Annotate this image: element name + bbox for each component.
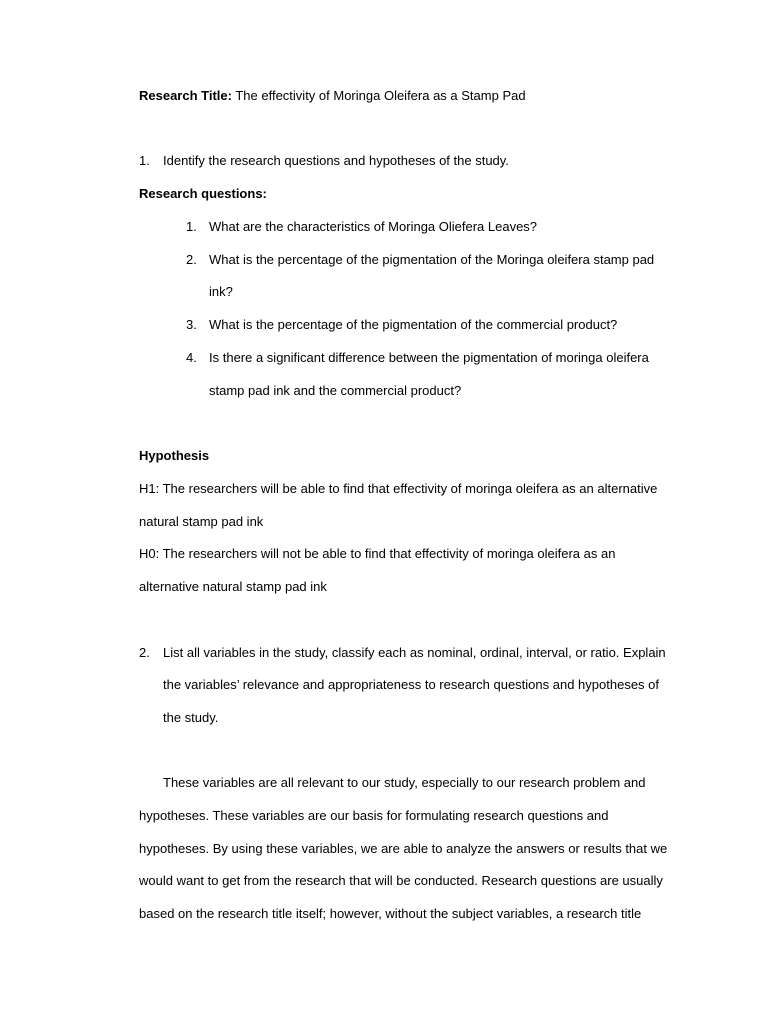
rq-3-text: What is the percentage of the pigmentation of the commercial product? — [209, 317, 618, 332]
h0-line-2: alternative natural stamp pad ink — [139, 579, 327, 594]
question-2-line-3: the study. — [163, 710, 219, 725]
question-1-text: Identify the research questions and hypotheses of the study. — [163, 153, 509, 168]
paragraph-line-5: based on the research title itself; however, without the subject variables, a research title — [139, 906, 642, 921]
paragraph-line-1: These variables are all relevant to our study, especially to our research problem and — [163, 775, 646, 790]
paragraph-line-4: would want to get from the research that will be conducted. Research questions are usually — [139, 873, 663, 888]
research-title-text: The effectivity of Moringa Oleifera as a Stamp Pad — [231, 88, 526, 103]
question-2-line-2: the variables’ relevance and appropriateness to research questions and hypotheses of — [163, 677, 659, 692]
paragraph-line-2: hypotheses. These variables are our basis for formulating research questions and — [139, 808, 609, 823]
rq-4-number: 4. — [186, 350, 197, 365]
rq-4-text-line-2: stamp pad ink and the commercial product? — [209, 383, 462, 398]
research-title — [139, 87, 526, 105]
h1-line-1: H1: The researchers will be able to find that effectivity of moringa oleifera as an alternative — [139, 481, 658, 496]
paragraph-line-3: hypotheses. By using these variables, we are able to analyze the answers or results that we — [139, 841, 668, 856]
question-1-number: 1. — [139, 153, 150, 168]
rq-2-text-line-1: What is the percentage of the pigmentation of the Moringa oleifera stamp pad — [209, 252, 655, 267]
rq-1-text: What are the characteristics of Moringa Oliefera Leaves? — [209, 219, 538, 234]
rq-3-number: 3. — [186, 317, 197, 332]
h0-line-1: H0: The researchers will not be able to find that effectivity of moringa oleifera as an — [139, 546, 616, 561]
question-2-number: 2. — [139, 645, 150, 660]
h1-line-2: natural stamp pad ink — [139, 514, 264, 529]
research-title-label: Research Title: — [139, 88, 232, 103]
question-2-line-1: List all variables in the study, classify each as nominal, ordinal, interval, or ratio. Explain — [163, 645, 666, 660]
research-questions-heading: Research questions: — [139, 186, 267, 201]
rq-2-number: 2. — [186, 252, 197, 267]
rq-4-text-line-1: Is there a significant difference between the pigmentation of moringa oleifera — [209, 350, 649, 365]
rq-2-text-line-2: ink? — [209, 284, 233, 299]
rq-1-number: 1. — [186, 219, 197, 234]
hypothesis-heading: Hypothesis — [139, 448, 210, 463]
